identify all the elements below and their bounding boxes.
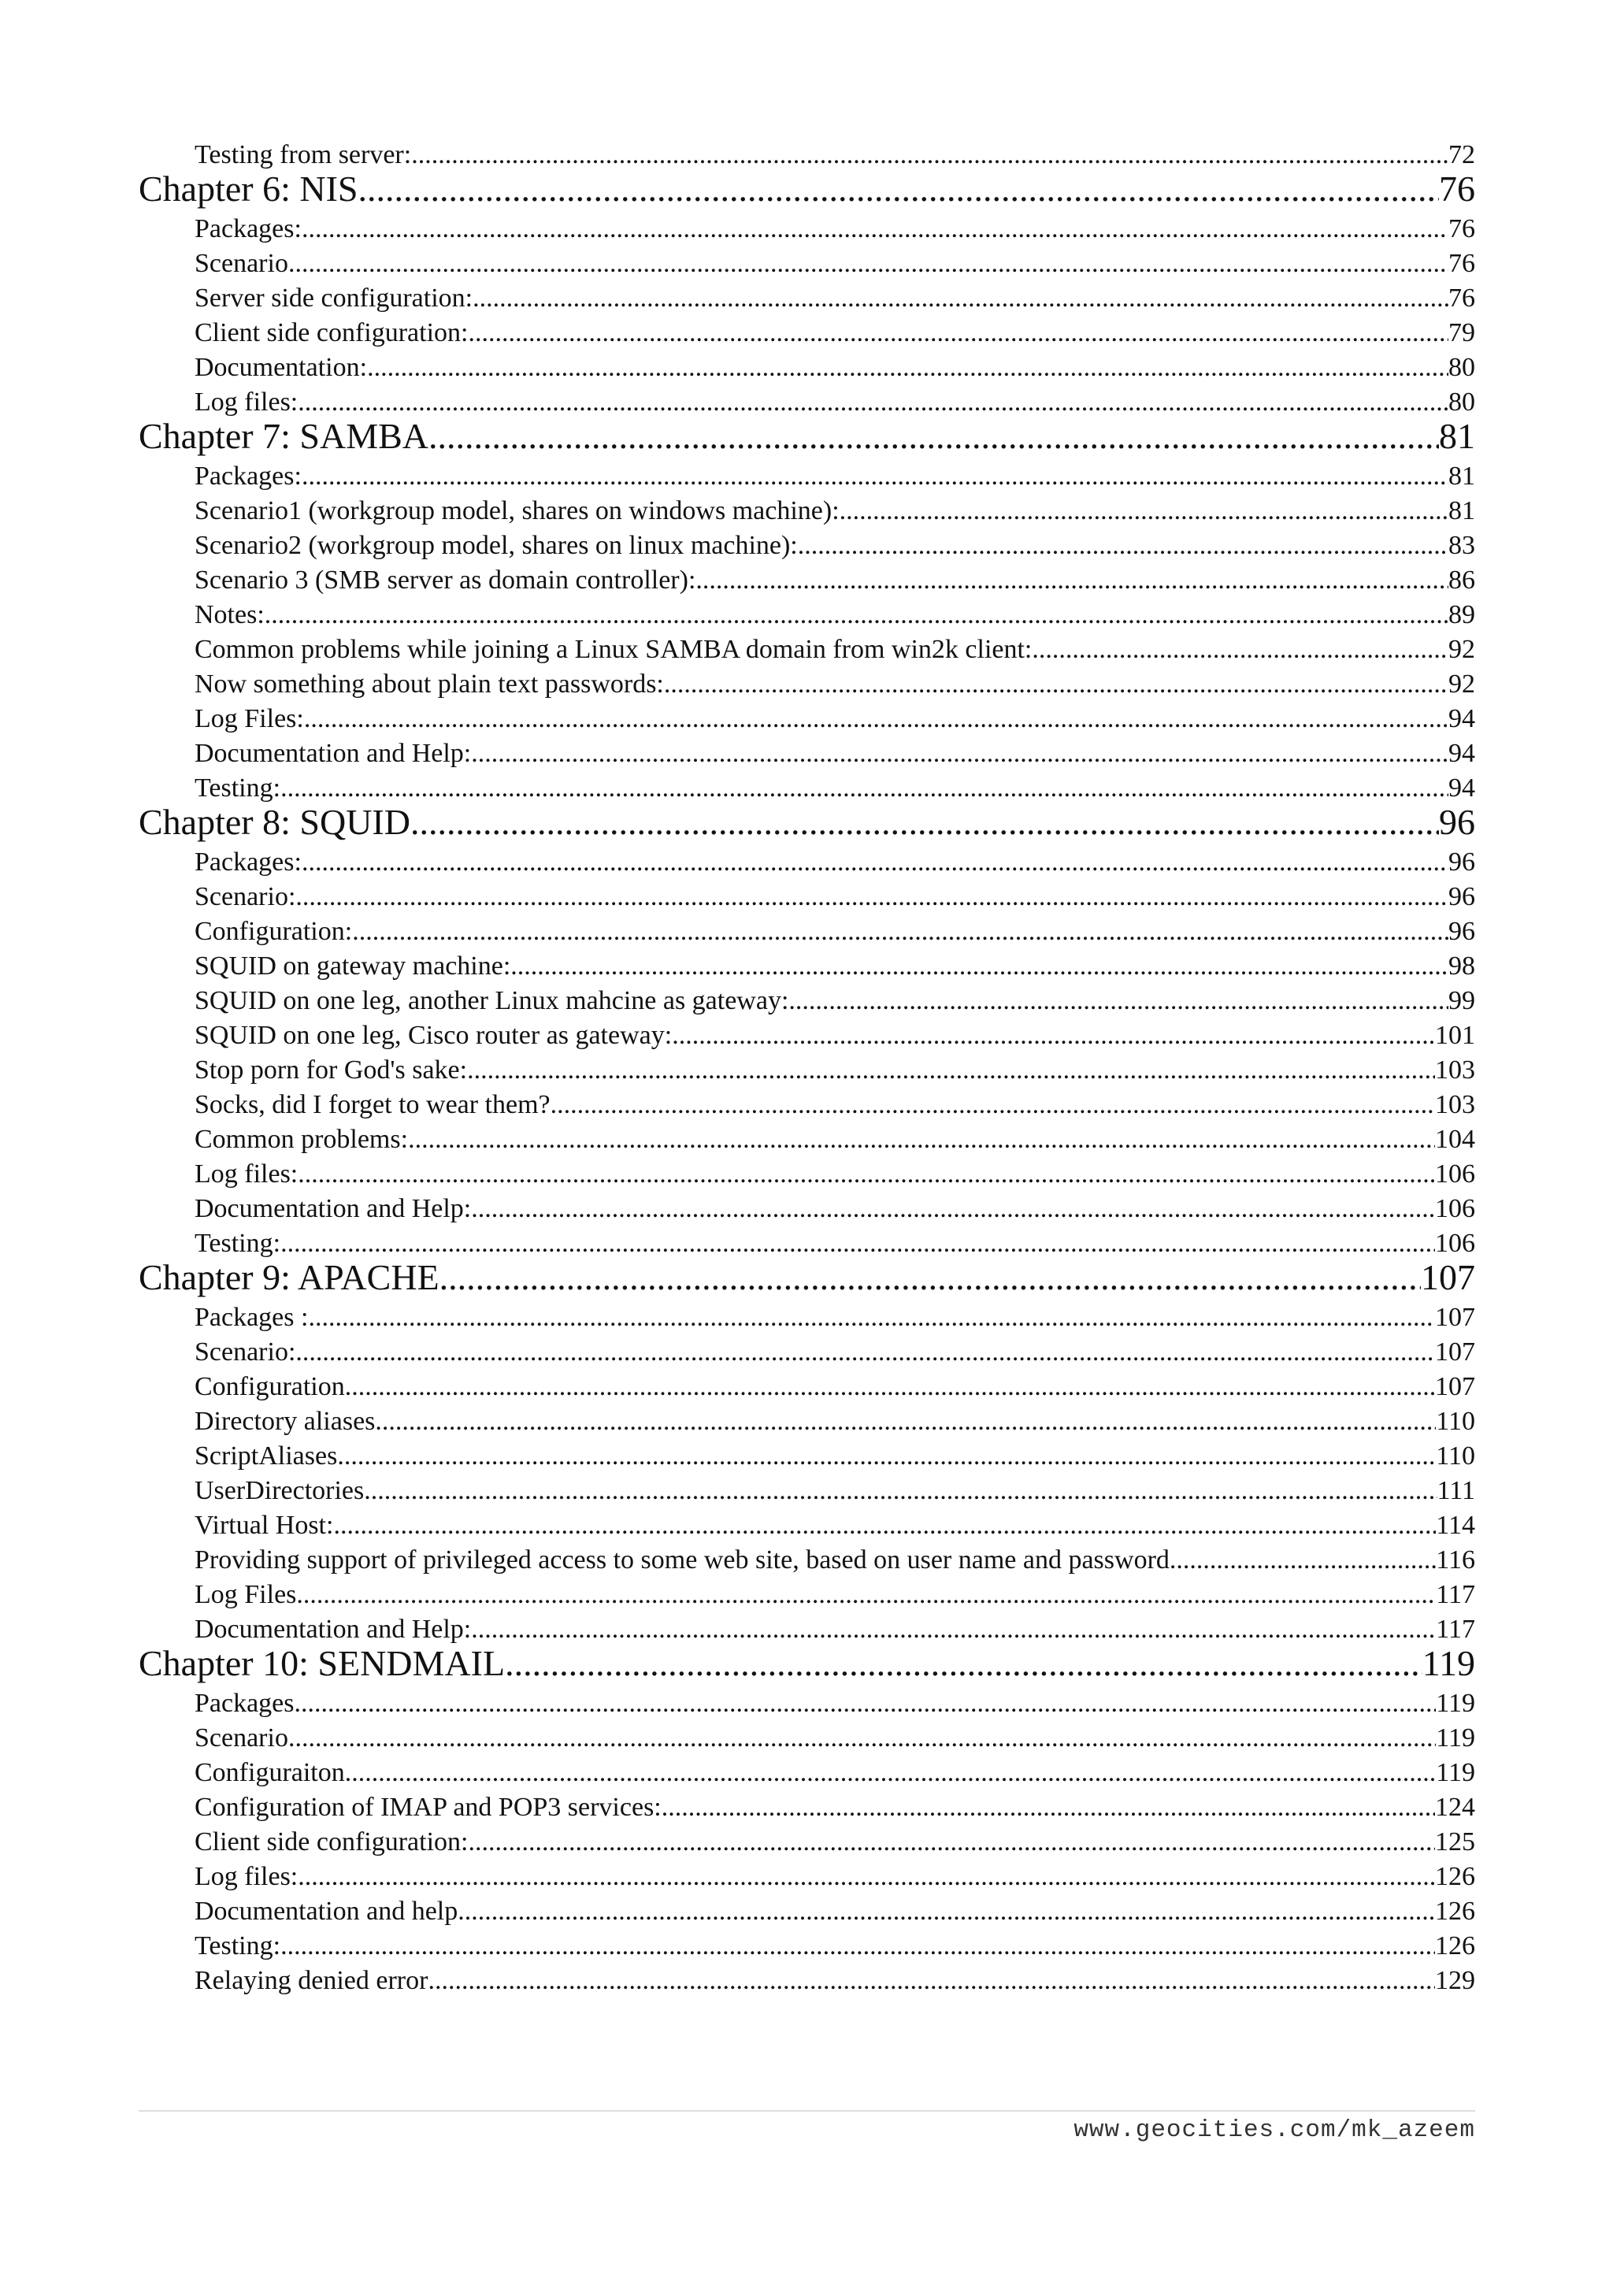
toc-entry-title: Notes: (195, 600, 265, 629)
dot-leader (458, 1895, 1435, 1928)
toc-section-entry[interactable] (195, 1019, 1475, 1052)
toc-section-entry[interactable] (195, 213, 1475, 246)
toc-chapter-entry[interactable] (139, 169, 1475, 210)
dot-leader (265, 599, 1448, 632)
toc-entry-title: Configuration (195, 1372, 345, 1401)
toc-entry-title: Scenario2 (workgroup model, shares on linux machine): (195, 531, 798, 560)
toc-entry-title: Scenario1 (workgroup model, shares on windows machine): (195, 496, 840, 525)
dot-leader (298, 1860, 1435, 1894)
dot-leader (469, 317, 1449, 350)
dot-leader (505, 1643, 1422, 1684)
dot-leader (467, 1054, 1435, 1087)
toc-entry-title: Log files: (195, 388, 298, 417)
toc-entry-page-number: 79 (1448, 318, 1475, 347)
toc-chapter-entry[interactable] (139, 1643, 1475, 1684)
toc-section-entry[interactable] (195, 1860, 1475, 1894)
toc-entry-page-number: 106 (1435, 1194, 1475, 1223)
toc-entry-title: Log files: (195, 1159, 298, 1189)
toc-entry-page-number: 83 (1448, 531, 1475, 560)
toc-entry-page-number: 76 (1448, 214, 1475, 243)
toc-entry-page-number: 101 (1435, 1021, 1475, 1050)
dot-leader (428, 1964, 1435, 1997)
dot-leader (410, 802, 1439, 843)
dot-leader (352, 915, 1448, 948)
toc-entry-page-number: 96 (1448, 917, 1475, 946)
dot-leader (280, 772, 1448, 805)
toc-entry-page-number: 98 (1448, 951, 1475, 981)
toc-section-entry[interactable] (195, 1544, 1475, 1577)
dot-leader (288, 1722, 1436, 1755)
toc-entry-title: Log Files: (195, 704, 304, 733)
toc-section-entry[interactable] (195, 139, 1475, 172)
toc-section-entry[interactable] (195, 317, 1475, 350)
toc-entry-page-number: 126 (1435, 1897, 1475, 1926)
toc-entry-title: Now something about plain text passwords: (195, 670, 664, 699)
toc-entry-page-number: 80 (1448, 353, 1475, 382)
toc-entry-page-number: 81 (1448, 496, 1475, 525)
dot-leader (551, 1089, 1435, 1122)
toc-entry-page-number: 76 (1439, 169, 1475, 209)
toc-entry-page-number: 86 (1448, 566, 1475, 595)
dot-leader (295, 881, 1448, 914)
toc-entry-title: Client side configuration: (195, 1827, 469, 1856)
dot-leader (345, 1756, 1436, 1790)
dot-leader (798, 529, 1448, 562)
toc-entry-title: Server side configuration: (195, 284, 473, 313)
toc-section-entry[interactable] (195, 564, 1475, 597)
toc-section-entry[interactable] (195, 1123, 1475, 1156)
dot-leader (439, 1257, 1421, 1298)
dot-leader (428, 416, 1439, 457)
toc-chapter-entry[interactable] (139, 416, 1475, 457)
dot-leader (288, 247, 1448, 280)
toc-entry-page-number: 99 (1448, 986, 1475, 1015)
footer-url: www.geocities.com/mk_azeem (1073, 2116, 1475, 2144)
toc-entry-title: Common problems while joining a Linux SAMBA domain from win2k client: (195, 635, 1033, 664)
toc-entry-page-number: 80 (1448, 388, 1475, 417)
toc-entry-title: Chapter 9: APACHE (139, 1257, 439, 1297)
dot-leader (473, 282, 1448, 315)
toc-section-entry[interactable] (195, 1474, 1475, 1508)
toc-section-entry[interactable] (195, 1301, 1475, 1334)
toc-chapter-entry[interactable] (139, 1257, 1475, 1298)
toc-section-entry[interactable] (195, 1930, 1475, 1963)
toc-entry-page-number: 125 (1435, 1827, 1475, 1856)
toc-entry-title: Relaying denied error (195, 1966, 428, 1995)
toc-section-entry[interactable] (195, 1687, 1475, 1720)
toc-entry-page-number: 114 (1436, 1511, 1475, 1540)
toc-section-entry[interactable] (195, 1964, 1475, 1997)
toc-section-entry[interactable] (195, 772, 1475, 805)
toc-entry-title: Documentation and Help: (195, 1194, 472, 1223)
toc-section-entry[interactable] (195, 915, 1475, 948)
toc-entry-title: Packages : (195, 1303, 309, 1332)
toc-entry-page-number: 92 (1448, 635, 1475, 664)
toc-entry-page-number: 76 (1448, 284, 1475, 313)
toc-section-entry[interactable] (195, 703, 1475, 736)
toc-entry-page-number: 119 (1436, 1758, 1475, 1787)
toc-entry-title: Socks, did I forget to wear them? (195, 1090, 551, 1119)
toc-entry-title: Chapter 10: SENDMAIL (139, 1643, 506, 1683)
dot-leader (788, 985, 1448, 1018)
toc-entry-title: Scenario 3 (SMB server as domain controller): (195, 566, 696, 595)
dot-leader (358, 169, 1439, 210)
dot-leader (411, 139, 1448, 172)
toc-section-entry[interactable] (195, 881, 1475, 914)
toc-section-entry[interactable] (195, 1089, 1475, 1122)
toc-chapter-entry[interactable] (139, 802, 1475, 843)
toc-entry-title: Documentation: (195, 353, 368, 382)
dot-leader (296, 1578, 1436, 1612)
toc-entry-page-number: 119 (1436, 1723, 1475, 1753)
dot-leader (471, 737, 1448, 770)
dot-leader (469, 1826, 1436, 1859)
toc-entry-page-number: 92 (1448, 670, 1475, 699)
toc-entry-title: Testing from server: (195, 140, 412, 169)
toc-section-entry[interactable] (195, 386, 1475, 419)
toc-entry-page-number: 76 (1448, 249, 1475, 278)
toc-section-entry[interactable] (195, 1336, 1475, 1369)
toc-entry-title: Testing: (195, 1931, 281, 1960)
toc-entry-page-number: 126 (1435, 1931, 1475, 1960)
toc-entry-title: Virtual Host: (195, 1511, 334, 1540)
toc-section-entry[interactable] (195, 985, 1475, 1018)
dot-leader (280, 1930, 1435, 1963)
toc-entry-title: Chapter 6: NIS (139, 169, 358, 209)
dot-leader (510, 950, 1448, 983)
toc-entry-title: SQUID on gateway machine: (195, 951, 511, 981)
toc-entry-title: Testing: (195, 773, 281, 803)
dot-leader (1032, 633, 1448, 666)
toc-entry-page-number: 107 (1421, 1257, 1475, 1297)
toc-entry-title: Packages: (195, 462, 302, 491)
toc-entry-title: Stop porn for God's sake: (195, 1055, 468, 1085)
dot-leader (375, 1405, 1436, 1438)
dot-leader (298, 1158, 1435, 1191)
toc-entry-page-number: 81 (1439, 416, 1475, 456)
toc-section-entry[interactable] (195, 1895, 1475, 1928)
dot-leader (367, 351, 1448, 384)
toc-entry-page-number: 126 (1435, 1862, 1475, 1891)
toc-section-entry[interactable] (195, 599, 1475, 632)
dot-leader (695, 564, 1448, 597)
toc-section-entry[interactable] (195, 1405, 1475, 1438)
toc-entry-title: Providing support of privileged access to some web site, based on user name and password (195, 1545, 1170, 1575)
toc-entry-title: Configuraiton (195, 1758, 345, 1787)
dot-leader (280, 1227, 1435, 1260)
toc-entry-page-number: 94 (1448, 773, 1475, 803)
toc-entry-page-number: 110 (1436, 1441, 1475, 1471)
toc-section-entry[interactable] (195, 1722, 1475, 1755)
toc-section-entry[interactable] (195, 1756, 1475, 1790)
toc-entry-title: SQUID on one leg, another Linux mahcine as gateway: (195, 986, 789, 1015)
toc-entry-page-number: 129 (1435, 1966, 1475, 1995)
dot-leader (1170, 1544, 1436, 1577)
dot-leader (295, 1336, 1435, 1369)
toc-entry-page-number: 107 (1435, 1372, 1475, 1401)
toc-entry-page-number: 107 (1435, 1303, 1475, 1332)
toc-section-entry[interactable] (195, 668, 1475, 701)
toc-section-entry[interactable] (195, 460, 1475, 493)
dot-leader (471, 1613, 1436, 1646)
toc-section-entry[interactable] (195, 1826, 1475, 1859)
toc-entry-page-number: 110 (1436, 1407, 1475, 1436)
toc-entry-title: Packages: (195, 848, 302, 877)
toc-entry-title: Directory aliases (195, 1407, 376, 1436)
toc-entry-page-number: 107 (1435, 1337, 1475, 1367)
dot-leader (345, 1371, 1435, 1404)
dot-leader (471, 1193, 1435, 1226)
dot-leader (304, 703, 1448, 736)
dot-leader (664, 668, 1448, 701)
toc-section-entry[interactable] (195, 1193, 1475, 1226)
toc-entry-title: Chapter 8: SQUID (139, 802, 410, 842)
toc-section-entry[interactable] (195, 247, 1475, 280)
footer-divider (139, 2110, 1475, 2112)
dot-leader (840, 495, 1448, 528)
toc-entry-title: Documentation and help (195, 1897, 458, 1926)
dot-leader (302, 846, 1448, 879)
toc-entry-title: Log files: (195, 1862, 298, 1891)
toc-entry-page-number: 111 (1437, 1476, 1475, 1505)
toc-section-entry[interactable] (195, 1440, 1475, 1473)
toc-entry-title: Packages (195, 1689, 295, 1718)
toc-entry-title: Scenario: (195, 882, 296, 911)
toc-entry-title: Client side configuration: (195, 318, 469, 347)
toc-entry-page-number: 96 (1448, 882, 1475, 911)
toc-section-entry[interactable] (195, 1158, 1475, 1191)
toc-entry-page-number: 81 (1448, 462, 1475, 491)
toc-section-entry[interactable] (195, 529, 1475, 562)
dot-leader (302, 213, 1448, 246)
toc-entry-title: ScriptAliases (195, 1441, 338, 1471)
dot-leader (308, 1301, 1435, 1334)
dot-leader (364, 1474, 1437, 1508)
dot-leader (337, 1440, 1436, 1473)
toc-entry-page-number: 104 (1435, 1125, 1475, 1154)
toc-entry-title: SQUID on one leg, Cisco router as gateway: (195, 1021, 673, 1050)
toc-entry-page-number: 103 (1435, 1055, 1475, 1085)
toc-section-entry[interactable] (195, 1791, 1475, 1824)
toc-section-entry[interactable] (195, 1371, 1475, 1404)
toc-entry-page-number: 116 (1436, 1545, 1475, 1575)
toc-entry-page-number: 72 (1448, 140, 1475, 169)
toc-entry-title: Scenario: (195, 1337, 296, 1367)
dot-leader (662, 1791, 1435, 1824)
toc-entry-page-number: 103 (1435, 1090, 1475, 1119)
toc-entry-page-number: 119 (1436, 1689, 1475, 1718)
toc-entry-page-number: 117 (1436, 1580, 1475, 1609)
toc-section-entry[interactable] (195, 495, 1475, 528)
toc-entry-title: Documentation and Help: (195, 739, 472, 768)
toc-entry-page-number: 106 (1435, 1159, 1475, 1189)
toc-entry-page-number: 124 (1435, 1793, 1475, 1822)
toc-entry-title: Configuration: (195, 917, 353, 946)
toc-section-entry[interactable] (195, 633, 1475, 666)
dot-leader (302, 460, 1448, 493)
toc-entry-page-number: 94 (1448, 739, 1475, 768)
toc-section-entry[interactable] (195, 950, 1475, 983)
toc-entry-title: Common problems: (195, 1125, 409, 1154)
dot-leader (298, 386, 1448, 419)
toc-section-entry[interactable] (195, 846, 1475, 879)
toc-entry-page-number: 117 (1436, 1615, 1475, 1644)
toc-section-entry[interactable] (195, 1613, 1475, 1646)
toc-entry-title: Log Files (195, 1580, 297, 1609)
toc-entry-page-number: 89 (1448, 600, 1475, 629)
toc-entry-title: Testing: (195, 1229, 281, 1258)
toc-entry-title: Chapter 7: SAMBA (139, 416, 428, 456)
toc-entry-page-number: 119 (1422, 1643, 1475, 1683)
dot-leader (333, 1509, 1436, 1542)
toc-section-entry[interactable] (195, 737, 1475, 770)
toc-entry-page-number: 94 (1448, 704, 1475, 733)
dot-leader (672, 1019, 1435, 1052)
toc-entry-title: Scenario (195, 249, 288, 278)
toc-section-entry[interactable] (195, 1578, 1475, 1612)
dot-leader (408, 1123, 1435, 1156)
toc-entry-page-number: 106 (1435, 1229, 1475, 1258)
toc-section-entry[interactable] (195, 1509, 1475, 1542)
toc-entry-page-number: 96 (1448, 848, 1475, 877)
toc-entry-page-number: 96 (1439, 802, 1475, 842)
dot-leader (295, 1687, 1437, 1720)
toc-entry-title: UserDirectories (195, 1476, 365, 1505)
toc-entry-title: Packages: (195, 214, 302, 243)
toc-section-entry[interactable] (195, 351, 1475, 384)
toc-section-entry[interactable] (195, 1227, 1475, 1260)
toc-entry-title: Documentation and Help: (195, 1615, 472, 1644)
toc-entry-title: Scenario (195, 1723, 288, 1753)
toc-section-entry[interactable] (195, 1054, 1475, 1087)
toc-entry-title: Configuration of IMAP and POP3 services: (195, 1793, 662, 1822)
toc-section-entry[interactable] (195, 282, 1475, 315)
